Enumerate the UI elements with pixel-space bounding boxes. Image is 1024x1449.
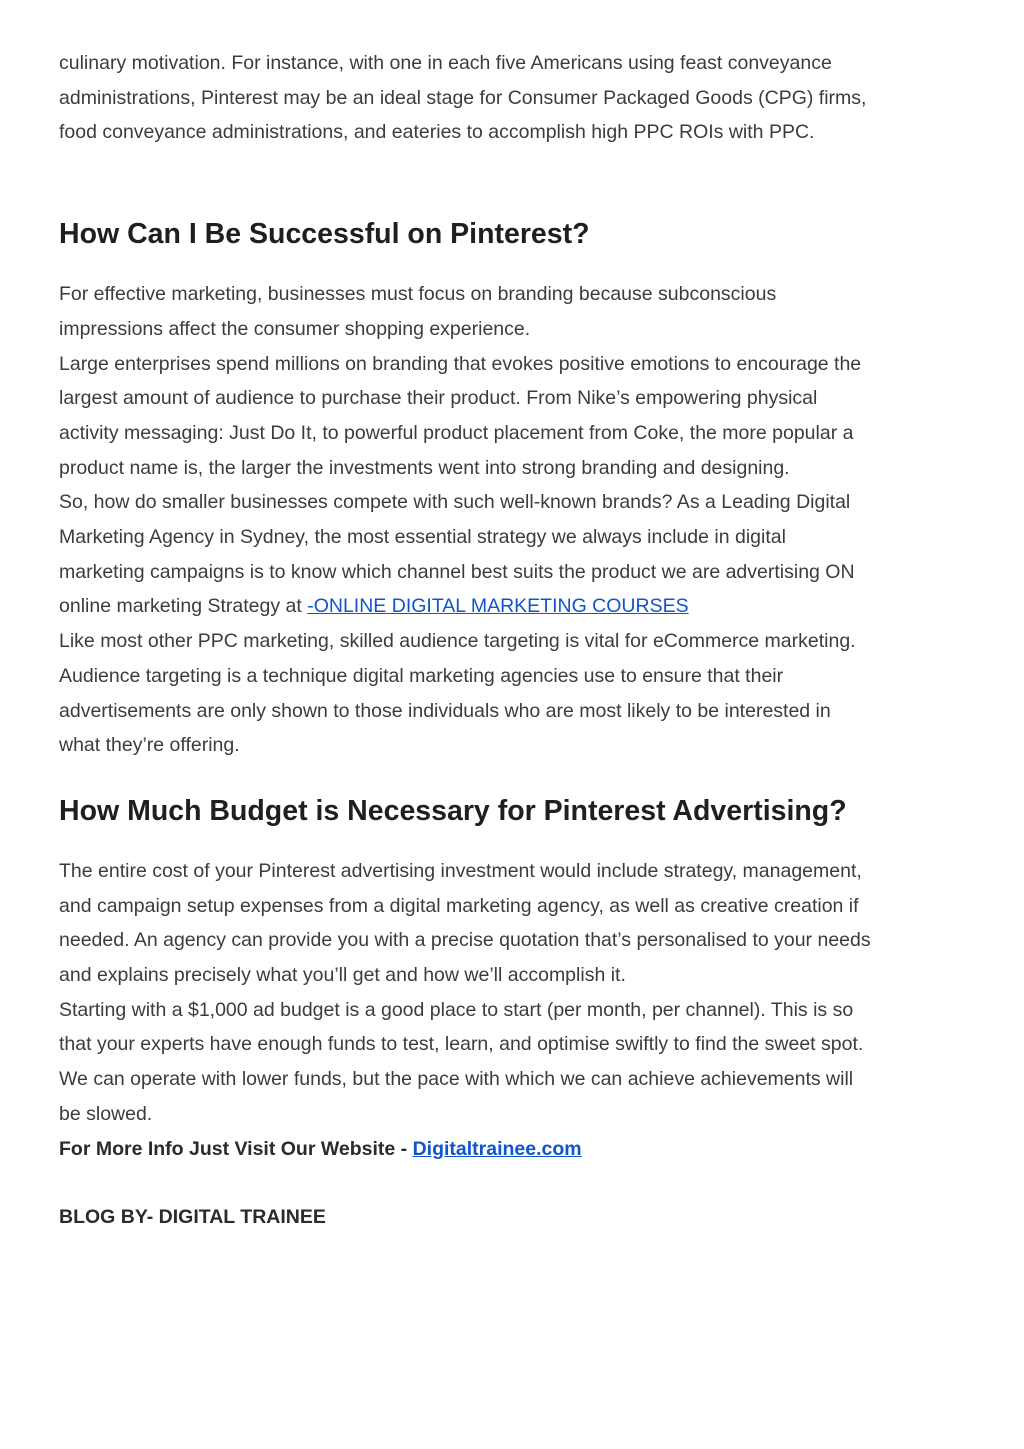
text-line: be slowed. — [59, 1102, 153, 1125]
text-line: For effective marketing, businesses must focus on branding because subconscious — [59, 283, 777, 306]
text-line: Like most other PPC marketing, skilled audience targeting is vital for eCommerce marketing. — [59, 630, 856, 653]
success-paragraph — [59, 277, 979, 763]
blog-by-credit: BLOG BY- DIGITAL TRAINEE — [59, 1206, 326, 1229]
more-info-line — [59, 1132, 979, 1167]
text-line: product name is, the larger the investments went into strong branding and designing. — [59, 456, 790, 479]
text-line-with-link — [59, 589, 979, 624]
text-line: The entire cost of your Pinterest advertising investment would include strategy, management, — [59, 859, 862, 882]
link-prefix: online marketing Strategy at — [59, 595, 308, 618]
text-line: We can operate with lower funds, but the pace with which we can achieve achievements will — [59, 1068, 854, 1091]
more-info-prefix: For More Info Just Visit Our Website - — [59, 1137, 413, 1160]
text-line: and campaign setup expenses from a digital marketing agency, as well as creative creation if — [59, 894, 859, 917]
intro-paragraph — [59, 46, 979, 150]
text-line: impressions affect the consumer shopping experience. — [59, 317, 531, 340]
text-line: Starting with a $1,000 ad budget is a good place to start (per month, per channel). This is so — [59, 998, 854, 1021]
website-link[interactable]: Digitaltrainee.com — [412, 1137, 582, 1160]
text-line: marketing campaigns is to know which channel best suits the product we are advertising ON — [59, 560, 855, 583]
courses-link[interactable]: -ONLINE DIGITAL MARKETING COURSES — [307, 595, 689, 618]
section-heading-budget: How Much Budget is Necessary for Pinterest Advertising? — [59, 794, 847, 827]
text-line: culinary motivation. For instance, with one in each five Americans using feast conveyance — [59, 52, 832, 74]
text-line: Marketing Agency in Sydney, the most essential strategy we always include in digital — [59, 526, 786, 549]
budget-paragraph — [59, 854, 979, 1166]
text-line: So, how do smaller businesses compete with such well-known brands? As a Leading Digital — [59, 491, 851, 514]
text-line: administrations, Pinterest may be an ideal stage for Consumer Packaged Goods (CPG) firms, — [59, 86, 867, 109]
text-line: food conveyance administrations, and eateries to accomplish high PPC ROIs with PPC. — [59, 121, 815, 144]
text-line: what they’re offering. — [59, 734, 240, 757]
text-line: activity messaging: Just Do It, to powerful product placement from Coke, the more popular a — [59, 421, 854, 444]
text-line: needed. An agency can provide you with a precise quotation that’s personalised to your needs — [59, 929, 871, 952]
section-heading-success: How Can I Be Successful on Pinterest? — [59, 218, 590, 251]
text-line: that your experts have enough funds to test, learn, and optimise swiftly to find the sweet spot. — [59, 1033, 864, 1056]
text-line: and explains precisely what you’ll get and how we’ll accomplish it. — [59, 964, 626, 987]
text-line: Large enterprises spend millions on branding that evokes positive emotions to encourage the — [59, 352, 862, 375]
document-page — [59, 46, 979, 1235]
text-line: advertisements are only shown to those individuals who are most likely to be interested in — [59, 699, 831, 722]
text-line: largest amount of audience to purchase their product. From Nike’s empowering physical — [59, 387, 818, 410]
text-line: Audience targeting is a technique digital marketing agencies use to ensure that their — [59, 664, 784, 687]
